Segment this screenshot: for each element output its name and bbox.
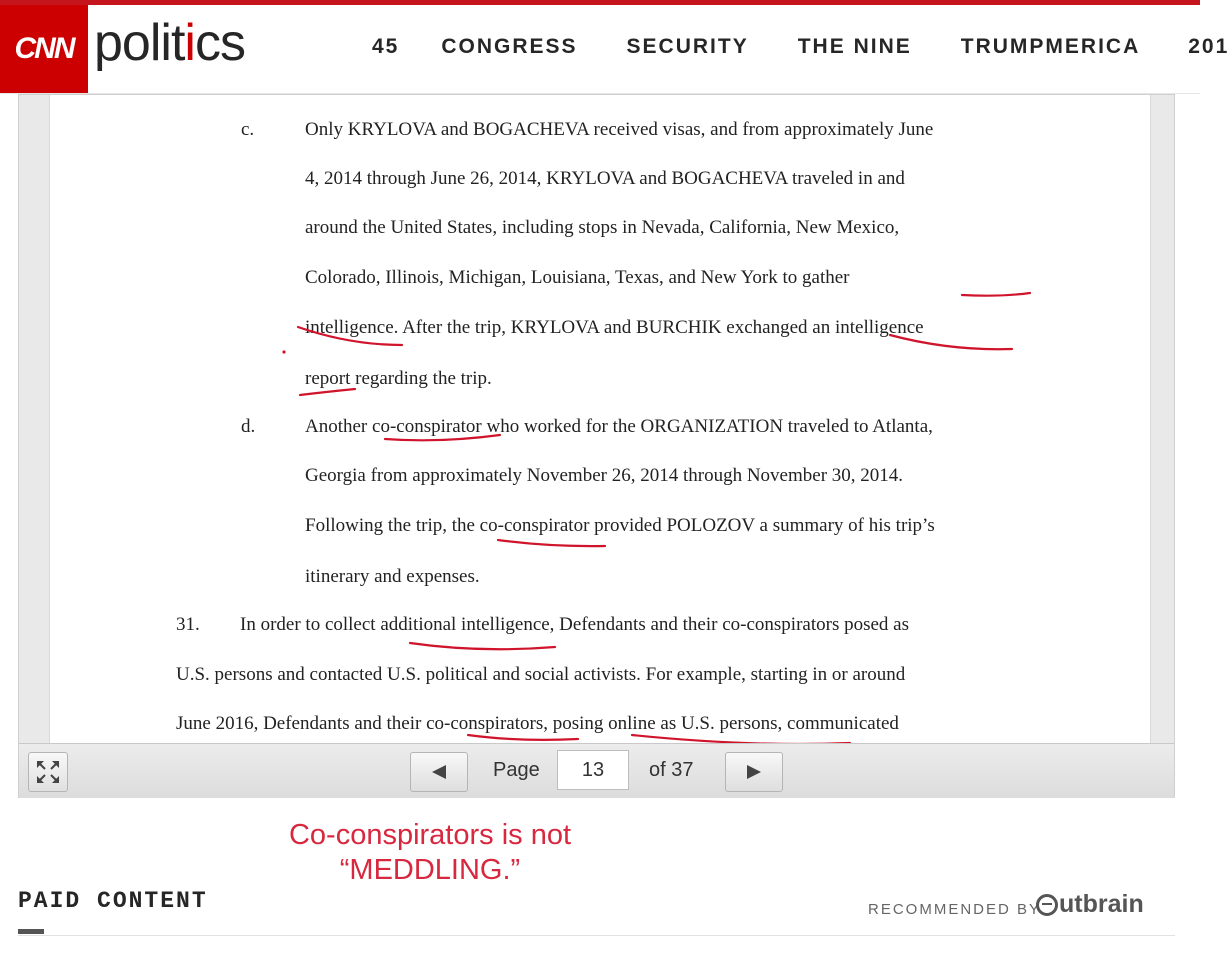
doc-line-3: around the United States, including stops in Nevada, California, New Mexico, <box>305 217 900 238</box>
arrow-right-icon <box>745 764 763 780</box>
doc-line-13: June 2016, Defendants and their co-conspirators, posing online as U.S. persons, communicated <box>176 713 899 734</box>
page-number-input[interactable]: 13 <box>557 750 629 790</box>
cnn-logo[interactable] <box>0 5 88 93</box>
document-viewer <box>18 94 1175 798</box>
doc-line-1: Only KRYLOVA and BOGACHEVA received visas, and from approximately June <box>305 119 934 140</box>
section-title[interactable] <box>94 13 245 73</box>
next-page-button[interactable] <box>725 752 783 792</box>
fullscreen-button[interactable] <box>28 752 68 792</box>
annotation-line-1: Co-conspirators is not <box>288 819 572 851</box>
paid-content-heading: PAID CONTENT <box>18 888 208 914</box>
previous-page-button[interactable] <box>410 752 468 792</box>
doc-line-5: intelligence. After the trip, KRYLOVA and BURCHIK exchanged an intelligence <box>305 317 924 338</box>
underline-co-conspirators-3 <box>468 735 578 740</box>
doc-line-11: In order to collect additional intelligence, Defendants and their co-conspirators posed as <box>240 614 909 635</box>
nav-item-trumpmerica[interactable]: TRUMPMERICA <box>960 35 1141 58</box>
paid-content-accent <box>18 929 44 934</box>
doc-line-7: Another co-conspirator who worked for the ORGANIZATION traveled to Atlanta, <box>305 416 933 437</box>
cnn-logo-text: CNN <box>14 32 74 65</box>
underline-co-conspirator-2 <box>498 540 605 546</box>
doc-line-8: Georgia from approximately November 26, 2014 through November 30, 2014. <box>305 465 904 486</box>
outbrain-icon <box>1036 894 1058 916</box>
item-label-d: d. <box>241 416 256 437</box>
page-total: of 37 <box>649 759 694 781</box>
doc-line-4: Colorado, Illinois, Michigan, Louisiana, Texas, and New York to gather <box>305 267 850 288</box>
page-label: Page <box>493 759 540 781</box>
recommended-by-label: RECOMMENDED BY <box>868 901 1042 918</box>
nav-item-security[interactable]: SECURITY <box>626 35 749 58</box>
paid-content-divider <box>18 935 1175 936</box>
arrow-left-icon <box>430 764 448 780</box>
section-title-part1: polit <box>94 14 185 72</box>
viewer-toolbar <box>19 743 1174 798</box>
underline-gather <box>962 293 1030 296</box>
main-nav <box>362 35 1229 59</box>
document-page <box>49 95 1151 743</box>
nav-item-45[interactable]: 45 <box>372 35 400 58</box>
section-title-part2: cs <box>194 14 245 72</box>
doc-line-6: report regarding the trip. <box>305 368 492 389</box>
outbrain-logo-text: utbrain <box>1059 890 1144 918</box>
outbrain-logo[interactable] <box>1036 890 1144 919</box>
ink-dot <box>282 350 285 353</box>
item-label-c: c. <box>241 119 255 140</box>
expand-icon <box>35 759 61 785</box>
paragraph-number-31: 31. <box>176 614 200 635</box>
annotation-line-2: “MEDDLING.” <box>339 854 521 886</box>
section-title-i: i <box>184 14 195 72</box>
red-annotation-text <box>230 818 630 888</box>
doc-line-12: U.S. persons and contacted U.S. political and social activists. For example, starting in or around <box>176 664 906 685</box>
nav-item-the-nine[interactable]: THE NINE <box>797 35 912 58</box>
doc-line-2: 4, 2014 through June 26, 2014, KRYLOVA and BOGACHEVA traveled in and <box>305 168 905 189</box>
doc-line-9: Following the trip, the co-conspirator provided POLOZOV a summary of his trip’s <box>305 515 935 536</box>
underline-additional-intelligence <box>410 643 555 649</box>
nav-item-2018[interactable]: 201 <box>1188 35 1229 58</box>
site-header <box>0 5 1229 94</box>
nav-item-congress[interactable]: CONGRESS <box>441 35 578 58</box>
doc-line-10: itinerary and expenses. <box>305 566 480 587</box>
